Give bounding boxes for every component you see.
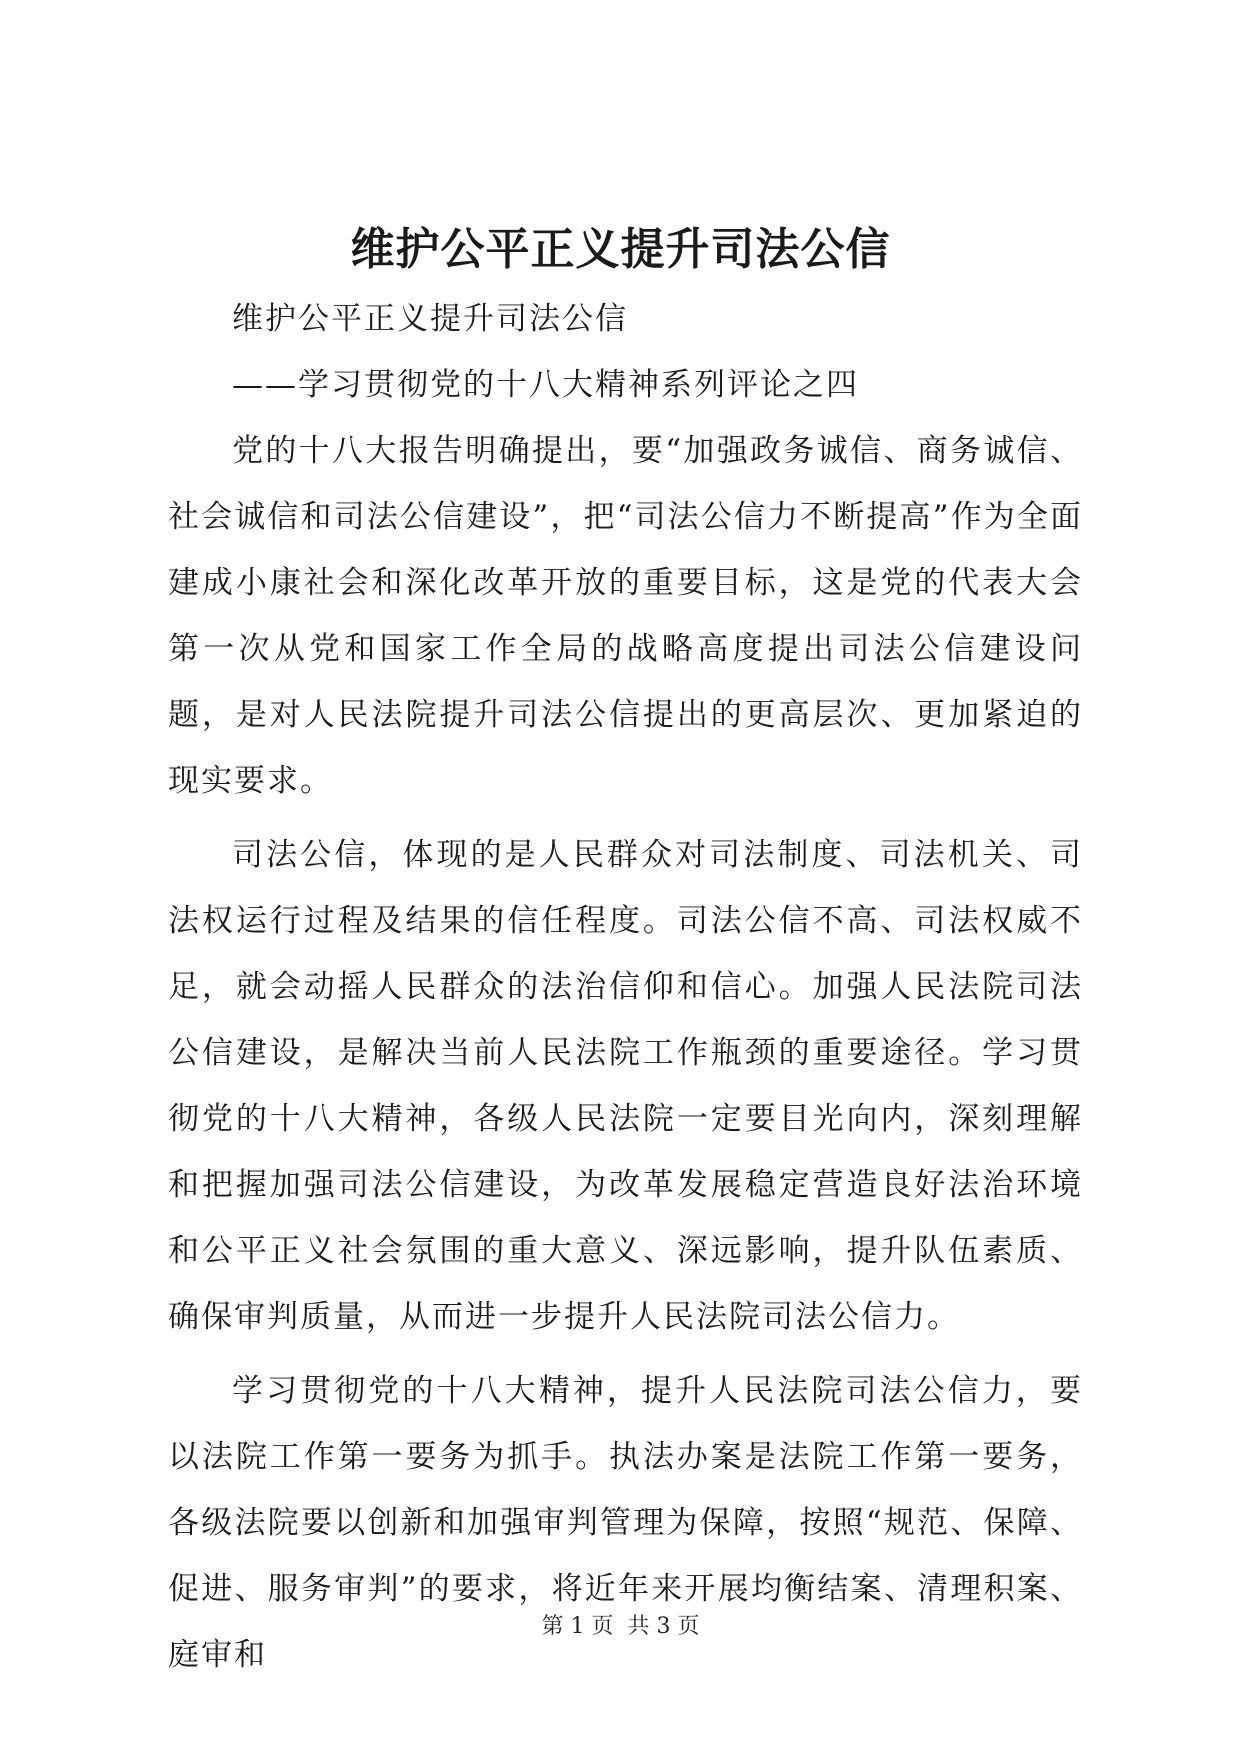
document-body — [168, 286, 1083, 1688]
body-paragraph: 司法公信，体现的是人民群众对司法制度、司法机关、司法权运行过程及结果的信任程度。司法公信不高、司法权威不足，就会动摇人民群众的法治信仰和信心。加强人民法院司法公信建设，是解决当前人民法院工作瓶颈的重要途径。学习贯彻党的十八大精神，各级人民法院一定要目光向内，深刻理解和把握加强司法公信建设，为改革发展稳定营造良好法治环境和公平正义社会氛围的重大意义、深远影响，提升队伍素质、确保审判质量，从而进一步提升人民法院司法公信力。 — [168, 837, 1083, 1335]
body-paragraph: 党的十八大报告明确提出，要“加强政务诚信、商务诚信、社会诚信和司法公信建设”，把“司法公信力不断提高”作为全面建成小康社会和深化改革开放的重要目标，这是党的代表大会第一次从党和国家工作全局的战略高度提出司法公信建设问题，是对人民法院提升司法公信提出的更高层次、更加紧迫的现实要求。 — [168, 433, 1083, 799]
document-title: 维护公平正义提升司法公信 — [350, 224, 891, 275]
body-paragraph: 学习贯彻党的十八大精神，提升人民法院司法公信力，要以法院工作第一要务为抓手。执法办案是法院工作第一要务，各级法院要以创新和加强审判管理为保障，按照“规范、保障、促进、服务审判”的要求，将近年来开展均衡结案、清理积案、庭审和 — [168, 1373, 1083, 1673]
subtitle-paragraph: 维护公平正义提升司法公信 — [232, 301, 628, 337]
series-subtitle-paragraph: ——学习贯彻党的十八大精神系列评论之四 — [232, 367, 859, 403]
page-footer — [0, 1612, 1241, 1642]
page-number: 第 1 页 共 3 页 — [541, 1614, 700, 1639]
